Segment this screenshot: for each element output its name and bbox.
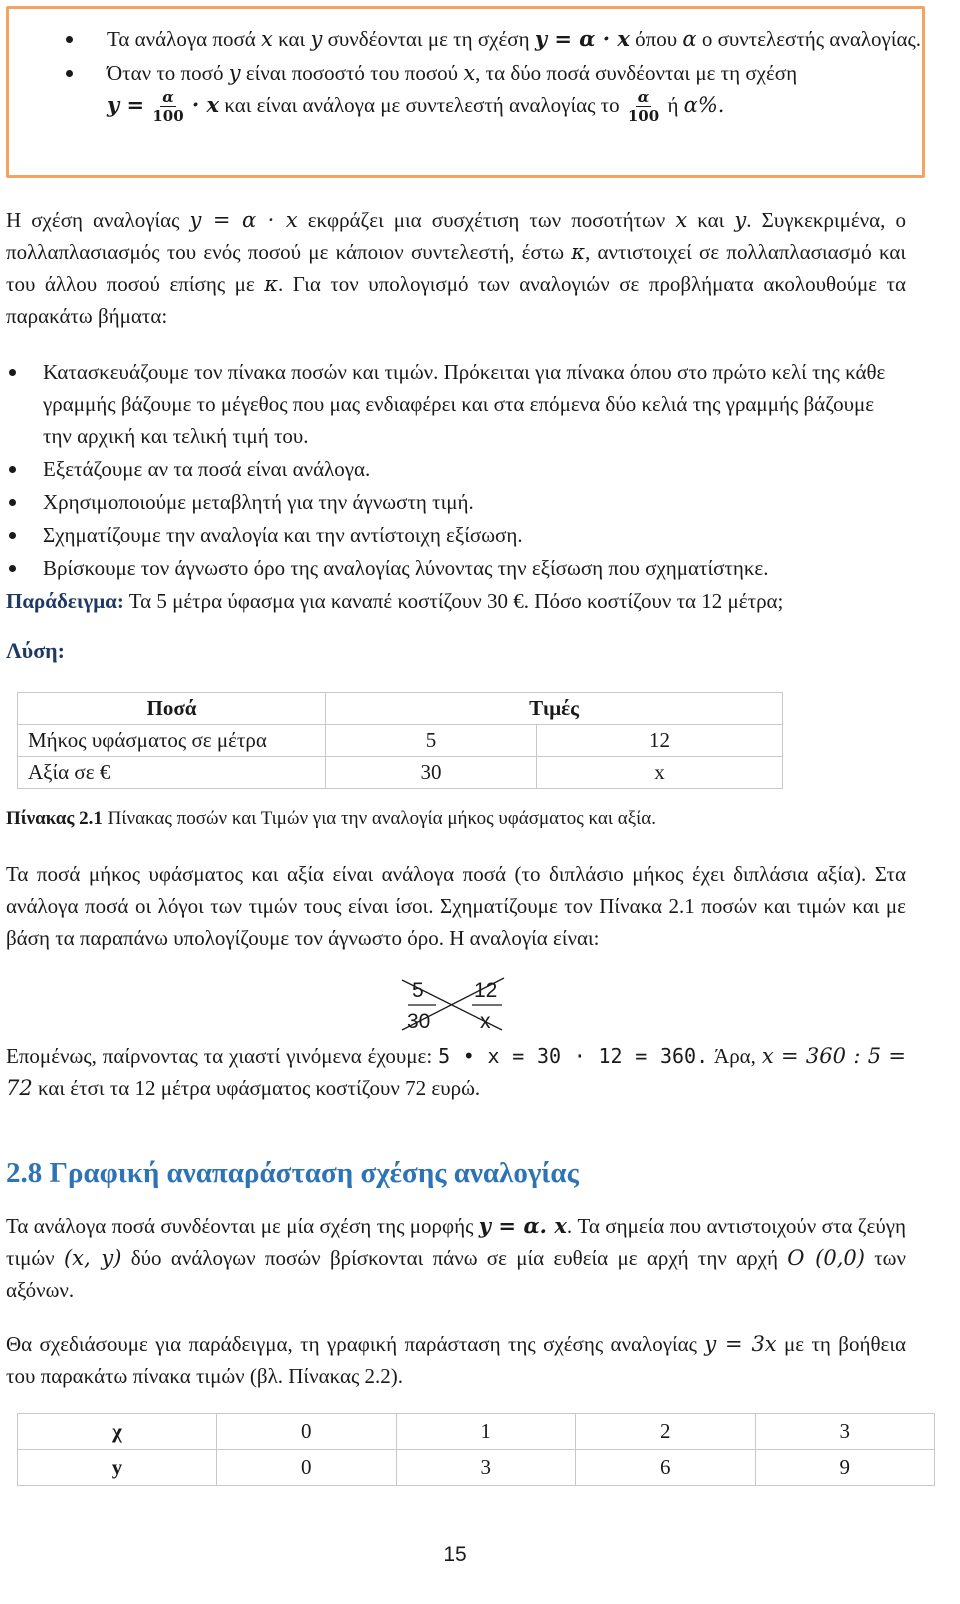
math-y: y [310, 27, 323, 51]
table-cell: x [537, 757, 783, 789]
math-equation: · x [191, 92, 220, 117]
fraction [628, 90, 659, 124]
bullet-icon [9, 369, 16, 376]
ratio-denominator-left: 30 [407, 1010, 431, 1033]
quantities-table [17, 692, 783, 789]
fraction-denominator: 100 [627, 107, 660, 126]
step-text: Σχηματίζουμε την αναλογία και την αντίστοιχη εξίσωση. [43, 523, 523, 547]
ratio-denominator-right: x [480, 1010, 491, 1033]
list-item [6, 453, 906, 485]
table-row [18, 1450, 935, 1486]
text: είναι ποσοστό του ποσού [240, 61, 464, 85]
step-text: Χρησιμοποιούμε μεταβλητή για την άγνωστη τιμή. [43, 490, 474, 514]
ratio-numerator-left: 5 [412, 979, 424, 1002]
table-cell: 3 [396, 1450, 576, 1486]
caption-label: Πίνακας 2.1 [6, 808, 103, 829]
math-y: y [228, 61, 241, 85]
table-cell: 1 [396, 1414, 576, 1450]
table-caption [6, 808, 656, 830]
bullet-icon [66, 70, 73, 77]
example-statement [6, 585, 916, 617]
bullet-icon [9, 499, 16, 506]
table-cell: 0 [217, 1414, 397, 1450]
table-cell: 2 [576, 1414, 756, 1450]
list-item [6, 356, 906, 452]
page-number: 15 [443, 1543, 467, 1566]
list-item [6, 486, 906, 518]
table-row [18, 757, 783, 789]
list-item [6, 519, 906, 551]
example-text: Τα 5 μέτρα ύφασμα για καναπέ κοστίζουν 30 €. Πόσο κοστίζουν τα 12 μέτρα; [123, 589, 784, 613]
cross-multiplication-diagram [400, 976, 510, 1038]
fraction-denominator: 100 [152, 107, 184, 126]
values-table [17, 1413, 935, 1486]
text: Όταν το ποσό [107, 61, 229, 85]
math-equation: y = [107, 92, 145, 117]
table-cell: 9 [755, 1450, 935, 1486]
fraction-numerator: α [637, 88, 650, 107]
table-row [18, 725, 783, 757]
bullet-icon [9, 565, 16, 572]
table-header: Τιμές [326, 693, 783, 725]
text: και είναι ανάλογα με συντελεστή αναλογίας το [219, 93, 625, 117]
table-cell: Αξία σε € [18, 757, 326, 789]
text: ο συντελεστής αναλογίας. [696, 27, 922, 51]
definition-box [6, 6, 925, 178]
text: Τα ανάλογα ποσά [107, 27, 262, 51]
math-equation: y = α · x [534, 26, 630, 51]
section-heading: 2.8 Γραφική αναπαράσταση σχέσης αναλογίας [6, 1157, 579, 1189]
math-alpha: α [682, 27, 697, 51]
fraction [152, 90, 183, 124]
table-cell: Μήκος υφάσματος σε μέτρα [18, 725, 326, 757]
intro-paragraph: Η σχέση αναλογίας y = α · x εκφράζει μια συσχέτιση των ποσοτήτων x και y. Συγκεκριμένα, ο πολλαπλασιασμός του ενός ποσού με κάποιον συντελεστή, έστω κ, αντιστοιχεί σε πολλαπλασιασμό και του άλλου ποσού επίσης με κ. Για τον υπολογισμό των αναλογιών σε προβλήματα ακολουθούμε τα παρακάτω βήματα: [6, 208, 907, 328]
text: , τα δύο ποσά συνδέονται με τη σχέση [475, 61, 798, 85]
table-cell: 12 [537, 725, 783, 757]
steps-list [6, 356, 906, 584]
result-paragraph: Επομένως, παίρνοντας τα χιαστί γινόμενα έχουμε: 5 • x = 30 · 12 = 360. Άρα, x = 360 : 5 = 72 και έτσι τα 12 μέτρα υφάσματος κοστίζουν 72 ευρώ. [6, 1044, 907, 1100]
bullet-icon [9, 532, 16, 539]
table-cell: 3 [755, 1414, 935, 1450]
math-x: x [463, 61, 476, 85]
bullet-icon [66, 36, 73, 43]
table-header: χ [18, 1414, 217, 1450]
list-item [6, 552, 906, 584]
table-header: Ποσά [18, 693, 326, 725]
bullet-icon [9, 466, 16, 473]
table-cell: 0 [217, 1450, 397, 1486]
graph-paragraph: Τα ανάλογα ποσά συνδέονται με μία σχέση της μορφής y = α. x. Τα σημεία που αντιστοιχούν στα ζεύγη τιμών (x, y) δύο ανάλογων ποσών βρίσκονται πάνω σε μία ευθεία με αρχή την αρχή O (0,0) των αξόνων. [6, 1213, 906, 1302]
table-cell: 30 [326, 757, 537, 789]
example-label: Παράδειγμα: [6, 589, 124, 613]
step-text: Κατασκευάζουμε τον πίνακα ποσών και τιμών. Πρόκειται για πίνακα όπου στο πρώτο κελί της κάθε γραμμής βάζουμε το μέγεθος που μας ενδιαφέρει και στα επόμενα δύο κελιά της γραμμής βάζουμε την αρχική και τελική τιμή του. [43, 360, 886, 448]
definition-bullet-1 [9, 23, 922, 55]
fraction-numerator: α [162, 88, 174, 107]
text: όπου [629, 27, 683, 51]
text: ή [667, 93, 684, 117]
proportion-paragraph: Τα ποσά μήκος υφάσματος και αξία είναι ανάλογα ποσά (το διπλάσιο μήκος έχει διπλάσια αξία). Στα ανάλογα ποσά οι λόγοι των τιμών τους είναι ίσοι. Σχηματίζουμε τον Πίνακα 2.1 ποσών και τιμών και με βάση τα παραπάνω υπολογίζουμε τον άγνωστο όρο. Η αναλογία είναι: [6, 862, 906, 950]
math-x: x [261, 27, 273, 51]
ratio-numerator-right: 12 [474, 979, 498, 1002]
table-header: y [18, 1450, 217, 1486]
table-row [18, 1414, 935, 1450]
definition-bullet-2 [9, 57, 922, 124]
step-text: Εξετάζουμε αν τα ποσά είναι ανάλογα. [43, 457, 371, 481]
caption-text: Πίνακας ποσών και Τιμών για την αναλογία μήκος υφάσματος και αξία. [102, 808, 656, 829]
math-percent: α%. [683, 93, 725, 117]
step-text: Βρίσκουμε τον άγνωστο όρο της αναλογίας λύνοντας την εξίσωση που σχηματίστηκε. [43, 556, 769, 580]
table-row [18, 693, 783, 725]
text: συνδέονται με τη σχέση [322, 27, 535, 51]
table-cell: 6 [576, 1450, 756, 1486]
example-graph-paragraph: Θα σχεδιάσουμε για παράδειγμα, τη γραφική παράσταση της σχέσης αναλογίας y = 3x με τη βοήθεια του παρακάτω πίνακα τιμών (βλ. Πίνακας 2.2). [6, 1332, 906, 1388]
text: και [272, 27, 311, 51]
table-cell: 5 [326, 725, 537, 757]
solution-label: Λύση: [6, 638, 65, 663]
